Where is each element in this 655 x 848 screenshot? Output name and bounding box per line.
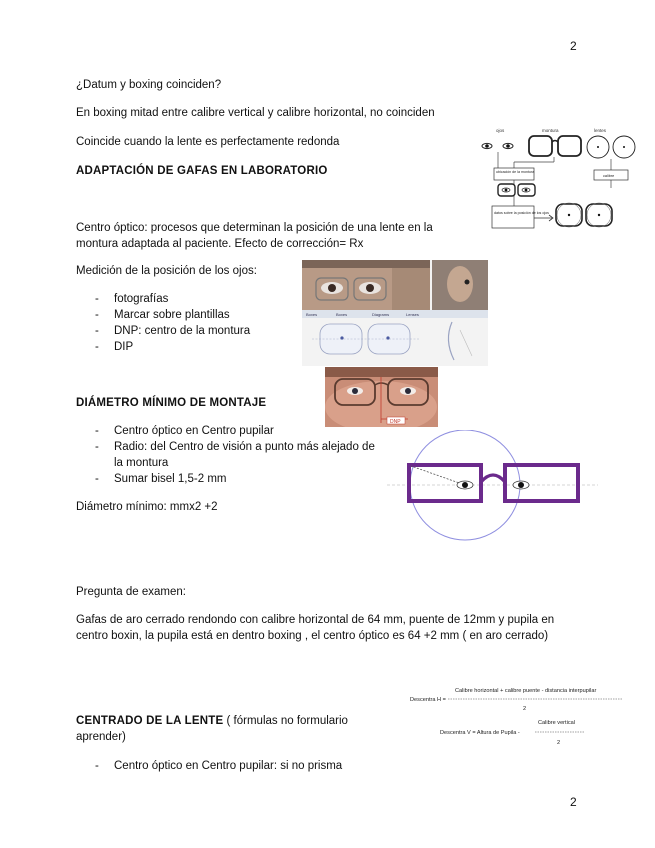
box-ubicacion: ubicación de la montura [496,170,535,174]
left-eye-icon [457,481,473,489]
label-montura: montura [542,128,559,133]
eyes-in-frame-icon [498,184,535,196]
round-lens-paragraph: Coincide cuando la lente es perfectamente redonda [76,136,340,148]
list-item: - Sumar bisel 1,5-2 mm [76,471,376,487]
box-datos: datos sobre la posición de los ojos [494,211,549,215]
page-number-bottom: 2 [570,795,577,809]
centrado-heading-block [76,713,366,745]
centrado-list [76,758,376,774]
ui-label: Diagrams [372,312,390,317]
label-ojos: ojos [496,128,505,133]
heading-centrado: CENTRADO DE LA LENTE [76,715,224,727]
centered-lenses-icon [556,203,612,227]
box-calibre: calibre [603,174,615,178]
medicion-label: Medición de la posición de los ojos: [76,265,257,277]
diametro-list [76,423,376,487]
boxing-paragraph: En boxing mitad entre calibre vertical y calibre horizontal, no coinciden [76,107,435,119]
ui-label: Boxes [336,312,348,317]
heading-adaptacion: ADAPTACIÓN DE GAFAS EN LABORATORIO [76,165,328,177]
formula-h-label: Descentra H = [410,697,446,703]
radius-line [411,466,465,485]
formula-v-numerator: Calibre vertical [538,720,575,726]
list-item: - Marcar sobre plantillas [76,307,306,323]
diametro-formula: Diámetro mínimo: mmx2 +2 [76,501,218,513]
centro-optico-paragraph: Centro óptico: procesos que determinan la posición de una lente en la montura adaptada al paciente. Efecto de corrección= Rx [76,222,433,250]
formula-h-numerator: Calibre horizontal + calibre puente - distancia interpupilar [455,688,597,694]
face-dnp-photo [325,367,438,427]
list-item: - DIP [76,339,306,355]
lens-icon [587,136,635,158]
page-number-top: 2 [570,39,577,53]
dnp-label: DNP [390,419,401,425]
formula-v-denominator: 2 [557,740,561,746]
ui-label: Lenses [406,312,419,317]
label-lentes: lentes [594,128,607,133]
minimum-diameter-diagram [385,430,600,542]
adaptation-flow-diagram [474,126,644,234]
exam-text: Gafas de aro cerrado rendondo con calibre horizontal de 64 mm, puente de 12mm y pupila en centro boxin, la pupila está en dentro boxing , el centro óptico es 64 +2 mm ( en aro cerrado) [76,614,555,642]
question-datum-boxing: ¿Datum y boxing coinciden? [76,79,222,91]
medicion-list [76,291,306,355]
descentra-formulas [410,684,625,749]
formula-h-denominator: 2 [523,706,527,712]
right-eye-icon [513,481,529,489]
measurement-software-photo [302,260,488,366]
list-item: - Centro óptico en Centro pupilar: si no prisma [76,758,376,774]
heading-centrado-note: ( fórmulas no formulario aprender) [76,715,348,743]
list-item: - Centro óptico en Centro pupilar [76,423,376,439]
list-item: - fotografías [76,291,306,307]
heading-diametro: DIÁMETRO MÍNIMO DE MONTAJE [76,397,267,409]
list-item: - DNP: centro de la montura [76,323,306,339]
list-item: - Radio: del Centro de visión a punto más alejado de la montura [76,439,376,471]
exam-label: Pregunta de examen: [76,586,186,598]
frame-bridge [481,475,505,482]
formula-v-label: Descentra V = Altura de Pupila - [440,730,520,736]
eye-icon [482,143,513,148]
frame-icon [529,136,581,156]
ui-label: Boxes [306,312,318,317]
